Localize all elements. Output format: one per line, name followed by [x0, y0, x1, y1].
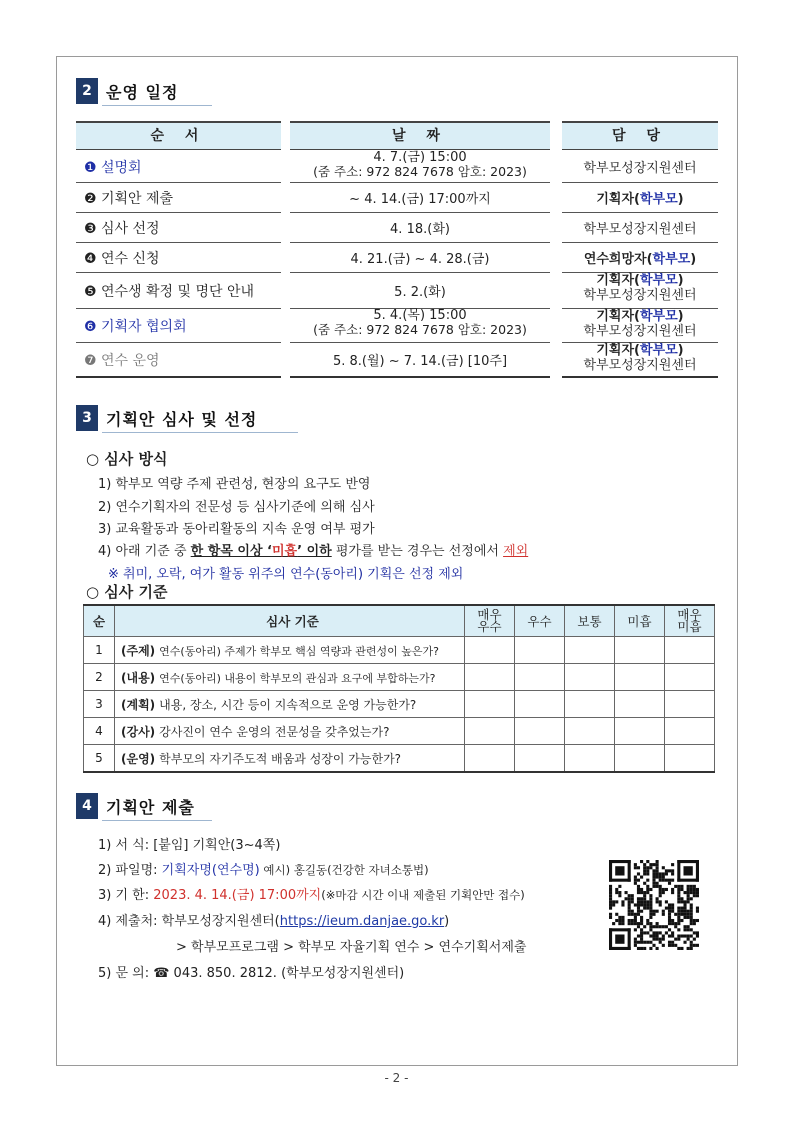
item4-text: 4) 아래 기준 중 — [98, 544, 191, 559]
item4-em-b: ’ 이하 — [297, 544, 332, 559]
row-divider — [290, 242, 550, 243]
qr-code-icon[interactable] — [609, 860, 699, 950]
criteria-text — [115, 745, 465, 773]
section-title: 기획안 제출 — [106, 798, 195, 817]
criteria-question: 학부모의 자기주도적 배움과 성장이 가능한가? — [159, 751, 402, 766]
schedule-owner: 기획자(학부모) — [596, 309, 684, 324]
filename-label: 2) 파일명: — [98, 863, 162, 878]
grade-cell[interactable] — [465, 691, 515, 718]
grade-cell[interactable] — [515, 664, 565, 691]
criteria-header-average: 보통 — [565, 605, 615, 637]
deadline-note: (※마감 시간 이내 제출된 기획안만 접수) — [321, 888, 525, 902]
row-divider — [290, 342, 550, 343]
grade-cell[interactable] — [565, 637, 615, 664]
criteria-header-good: 우수 — [515, 605, 565, 637]
review-item-1: 1) 학부모 역량 주제 관련성, 현장의 요구도 반영 — [98, 477, 371, 492]
grade-cell[interactable] — [565, 664, 615, 691]
schedule-owner: 학부모성장지원센터 — [583, 222, 697, 237]
criteria-text — [115, 664, 465, 691]
schedule-owner-2: 학부모성장지원센터 — [583, 324, 697, 339]
schedule-header-date: 날 짜 — [290, 121, 550, 150]
criteria-row — [84, 637, 715, 664]
schedule-step: ❷ 기획안 제출 — [84, 191, 174, 207]
header-line: 매우 — [477, 607, 502, 622]
grade-cell[interactable] — [465, 637, 515, 664]
criteria-header-poor: 미흡 — [615, 605, 665, 637]
criteria-text — [115, 691, 465, 718]
row-divider — [76, 182, 281, 183]
criteria-header-no: 순 — [84, 605, 115, 637]
grade-cell[interactable] — [615, 691, 665, 718]
grade-cell[interactable] — [565, 691, 615, 718]
criteria-tag: (내용) — [121, 670, 156, 685]
submission-filename — [98, 859, 429, 878]
row-divider — [562, 182, 718, 183]
schedule-step: ❶ 설명회 — [84, 160, 142, 176]
grade-cell[interactable] — [465, 718, 515, 745]
schedule-owner: 기획자(학부모) — [596, 192, 684, 207]
schedule-date: 5. 8.(월) ~ 7. 14.(금) [10주] — [332, 354, 508, 369]
filename-pattern: 기획자명(연수명) — [161, 863, 260, 878]
page-number: - 2 - — [384, 1071, 409, 1085]
review-note: ※ 취미, 오락, 여가 활동 위주의 연수(동아리) 기획은 선정 제외 — [108, 567, 464, 582]
header-line: 우수 — [477, 619, 502, 634]
destination-close: ) — [444, 914, 450, 929]
schedule-zoom-info: (줌 주소: 972 824 7678 암호: 2023) — [313, 322, 527, 337]
row-divider — [290, 272, 550, 273]
criteria-question: 연수(동아리) 주제가 학부모 핵심 역량과 관련성이 높은가? — [159, 644, 439, 658]
criteria-title: ○ 심사 기준 — [86, 583, 168, 601]
submission-destination — [98, 910, 449, 929]
criteria-tag: (강사) — [121, 724, 156, 739]
criteria-text — [115, 637, 465, 664]
schedule-step: ❺ 연수생 확정 및 명단 안내 — [84, 284, 255, 300]
criteria-tag: (계획) — [121, 697, 156, 712]
criteria-header-excellent — [465, 605, 515, 637]
schedule-zoom-info: (줌 주소: 972 824 7678 암호: 2023) — [313, 164, 527, 179]
row-divider — [562, 212, 718, 213]
criteria-row — [84, 718, 715, 745]
schedule-owner-2: 학부모성장지원센터 — [583, 288, 697, 303]
row-divider — [76, 242, 281, 243]
schedule-owner-2: 학부모성장지원센터 — [583, 358, 697, 373]
row-divider — [76, 342, 281, 343]
schedule-owner: 학부모성장지원센터 — [583, 161, 697, 176]
criteria-header-row — [84, 605, 715, 637]
grade-cell[interactable] — [665, 718, 715, 745]
grade-cell[interactable] — [515, 637, 565, 664]
criteria-row — [84, 745, 715, 773]
section-number: 4 — [76, 793, 98, 819]
schedule-date: 5. 4.(목) 15:00 — [373, 308, 467, 323]
row-divider — [290, 182, 550, 183]
criteria-row — [84, 691, 715, 718]
grade-cell[interactable] — [565, 718, 615, 745]
item4-em-a: 한 항목 이상 ‘ — [190, 544, 272, 559]
review-item-2: 2) 연수기획자의 전문성 등 심사기준에 의해 심사 — [98, 500, 375, 515]
review-item-4 — [98, 540, 528, 559]
deadline-date: 2023. 4. 14.(금) 17:00까지 — [153, 888, 322, 903]
header-line: 매우 — [677, 607, 702, 622]
grade-cell[interactable] — [665, 691, 715, 718]
criteria-no: 3 — [84, 691, 115, 718]
row-divider — [76, 272, 281, 273]
grade-cell[interactable] — [515, 745, 565, 773]
filename-example: 예시) 홍길동(건강한 자녀소통법) — [259, 863, 429, 877]
schedule-date: 4. 18.(화) — [390, 222, 450, 237]
schedule-date: 4. 7.(금) 15:00 — [373, 150, 467, 165]
schedule-date: ~ 4. 14.(금) 17:00까지 — [349, 192, 491, 207]
deadline-label: 3) 기 한: — [98, 888, 154, 903]
grade-cell[interactable] — [665, 745, 715, 773]
item4-exclude: 제외 — [503, 544, 529, 559]
section-number: 3 — [76, 405, 98, 431]
schedule-owner: 기획자(학부모) — [596, 273, 684, 288]
schedule-step: ❼ 연수 운영 — [84, 353, 160, 369]
item4-emphasis — [191, 544, 332, 559]
schedule-date: 5. 2.(화) — [394, 285, 446, 300]
destination-label: 4) 제출처: 학부모성장지원센터( — [98, 914, 280, 929]
criteria-header-very-poor — [665, 605, 715, 637]
criteria-no: 1 — [84, 637, 115, 664]
grade-cell[interactable] — [515, 718, 565, 745]
schedule-step: ❻ 기획자 협의회 — [84, 319, 187, 335]
header-line: 미흡 — [677, 619, 702, 634]
criteria-header-crit: 심사 기준 — [115, 605, 465, 637]
row-divider — [290, 376, 550, 378]
schedule-header-owner: 담 당 — [562, 121, 718, 150]
grade-cell[interactable] — [615, 664, 665, 691]
grade-cell[interactable] — [465, 745, 515, 773]
title-underline — [102, 820, 212, 821]
row-divider — [76, 308, 281, 309]
section-title: 기획안 심사 및 선정 — [106, 410, 258, 429]
review-method-title: ○ 심사 방식 — [86, 450, 168, 468]
schedule-owner: 연수희망자(학부모) — [583, 252, 697, 267]
grade-cell[interactable] — [665, 664, 715, 691]
grade-cell[interactable] — [665, 637, 715, 664]
submission-format: 1) 서 식: [붙임] 기획안(3~4쪽) — [98, 838, 281, 853]
schedule-step: ❸ 심사 선정 — [84, 221, 160, 237]
submission-contact: 5) 문 의: ☎ 043. 850. 2812. (학부모성장지원센터) — [98, 966, 405, 981]
criteria-no: 2 — [84, 664, 115, 691]
row-divider — [290, 212, 550, 213]
submission-link[interactable]: https://ieum.danjae.go.kr — [279, 914, 445, 929]
title-underline — [102, 105, 212, 106]
grade-cell[interactable] — [615, 745, 665, 773]
criteria-question: 내용, 장소, 시간 등이 지속적으로 운영 가능한가? — [159, 697, 417, 712]
criteria-no: 4 — [84, 718, 115, 745]
criteria-text — [115, 718, 465, 745]
schedule-step: ❹ 연수 신청 — [84, 251, 160, 267]
section-title: 운영 일정 — [106, 83, 179, 102]
item4-poor: 미흡 — [271, 544, 298, 559]
criteria-row — [84, 664, 715, 691]
section-number: 2 — [76, 78, 98, 104]
schedule-date: 4. 21.(금) ~ 4. 28.(금) — [350, 252, 490, 267]
grade-cell[interactable] — [465, 664, 515, 691]
row-divider — [76, 212, 281, 213]
schedule-owner: 기획자(학부모) — [596, 343, 684, 358]
grade-cell[interactable] — [615, 637, 665, 664]
row-divider — [76, 376, 281, 378]
item4-text-2: 평가를 받는 경우는 선정에서 — [331, 544, 504, 559]
criteria-question: 연수(동아리) 내용이 학부모의 관심과 요구에 부합하는가? — [159, 671, 436, 685]
criteria-tag: (주제) — [121, 643, 156, 658]
grade-cell[interactable] — [615, 718, 665, 745]
grade-cell[interactable] — [515, 691, 565, 718]
criteria-table — [83, 604, 715, 773]
row-divider — [562, 242, 718, 243]
submission-menu-path: > 학부모프로그램 > 학부모 자율기획 연수 > 연수기획서제출 — [176, 940, 527, 955]
grade-cell[interactable] — [565, 745, 615, 773]
criteria-no: 5 — [84, 745, 115, 773]
submission-deadline — [98, 884, 525, 903]
criteria-tag: (운영) — [121, 751, 156, 766]
title-underline — [102, 432, 298, 433]
criteria-question: 강사진이 연수 운영의 전문성을 갖추었는가? — [159, 724, 390, 739]
schedule-header-step: 순 서 — [76, 121, 281, 150]
review-item-3: 3) 교육활동과 동아리활동의 지속 운영 여부 평가 — [98, 522, 375, 537]
row-divider — [562, 376, 718, 378]
